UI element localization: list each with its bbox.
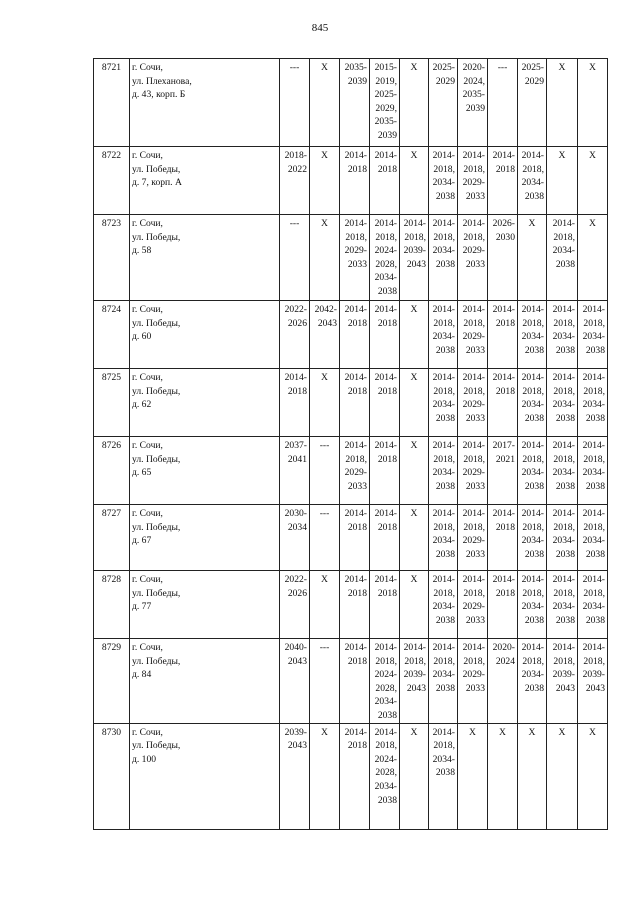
period-cell: 2014- 2018, 2034- 2038 [429, 723, 458, 829]
row-number: 8725 [94, 369, 130, 437]
table-row [94, 437, 608, 505]
period-cell: 2014- 2018 [340, 301, 370, 369]
address-cell: г. Сочи, ул. Победы, д. 65 [130, 437, 280, 505]
period-cell: 2014- 2018, 2034- 2038 [547, 505, 578, 571]
period-cell: 2014- 2018 [280, 369, 310, 437]
table-row [94, 369, 608, 437]
row-number: 8721 [94, 59, 130, 147]
period-cell: X [547, 59, 578, 147]
period-cell: 2022- 2026 [280, 301, 310, 369]
period-cell: 2020- 2024 [488, 639, 518, 724]
period-cell: 2014- 2018, 2034- 2038 [429, 369, 458, 437]
period-cell: 2014- 2018 [370, 147, 400, 215]
period-cell: --- [310, 437, 340, 505]
period-cell: 2040- 2043 [280, 639, 310, 724]
address-cell: г. Сочи, ул. Победы, д. 62 [130, 369, 280, 437]
table-row [94, 639, 608, 724]
table-row [94, 147, 608, 215]
period-cell: 2014- 2018, 2034- 2038 [578, 437, 608, 505]
period-cell: X [578, 215, 608, 301]
period-cell: X [400, 147, 429, 215]
period-cell: 2014- 2018 [370, 437, 400, 505]
period-cell: 2014- 2018, 2034- 2038 [578, 505, 608, 571]
row-number: 8724 [94, 301, 130, 369]
period-cell: X [400, 571, 429, 639]
period-cell: 2014- 2018, 2034- 2038 [547, 215, 578, 301]
period-cell: 2014- 2018, 2039- 2043 [400, 639, 429, 724]
address-cell: г. Сочи, ул. Победы, д. 84 [130, 639, 280, 724]
period-cell: 2014- 2018, 2034- 2038 [547, 571, 578, 639]
period-cell: 2014- 2018, 2029- 2033 [340, 215, 370, 301]
period-cell: X [400, 505, 429, 571]
data-table [93, 58, 608, 830]
table-row [94, 301, 608, 369]
period-cell: 2014- 2018 [488, 369, 518, 437]
period-cell: 2030- 2034 [280, 505, 310, 571]
period-cell: 2014- 2018 [340, 369, 370, 437]
period-cell: 2042- 2043 [310, 301, 340, 369]
period-cell: --- [488, 59, 518, 147]
period-cell: 2020- 2024, 2035- 2039 [458, 59, 488, 147]
period-cell: X [578, 59, 608, 147]
period-cell: 2022- 2026 [280, 571, 310, 639]
period-cell: 2014- 2018, 2024- 2028, 2034- 2038 [370, 723, 400, 829]
row-number: 8728 [94, 571, 130, 639]
period-cell: X [400, 59, 429, 147]
period-cell: 2014- 2018 [340, 147, 370, 215]
period-cell: 2014- 2018, 2039- 2043 [547, 639, 578, 724]
period-cell: 2014- 2018, 2029- 2033 [458, 437, 488, 505]
row-number: 8730 [94, 723, 130, 829]
address-cell: г. Сочи, ул. Победы, д. 100 [130, 723, 280, 829]
period-cell: X [400, 301, 429, 369]
period-cell: 2014- 2018, 2029- 2033 [458, 571, 488, 639]
period-cell: 2015- 2019, 2025- 2029, 2035- 2039 [370, 59, 400, 147]
period-cell: 2039- 2043 [280, 723, 310, 829]
period-cell: 2014- 2018 [370, 369, 400, 437]
period-cell: X [547, 723, 578, 829]
period-cell: X [310, 215, 340, 301]
period-cell: 2014- 2018 [488, 505, 518, 571]
row-number: 8723 [94, 215, 130, 301]
period-cell: X [310, 723, 340, 829]
period-cell: 2014- 2018 [340, 571, 370, 639]
table-row [94, 59, 608, 147]
table-row [94, 215, 608, 301]
period-cell: 2014- 2018, 2029- 2033 [458, 301, 488, 369]
period-cell: 2014- 2018 [340, 639, 370, 724]
period-cell: X [400, 437, 429, 505]
period-cell: 2014- 2018, 2029- 2033 [458, 369, 488, 437]
period-cell: 2014- 2018, 2034- 2038 [578, 571, 608, 639]
address-cell: г. Сочи, ул. Победы, д. 60 [130, 301, 280, 369]
period-cell: 2014- 2018, 2029- 2033 [340, 437, 370, 505]
period-cell: 2018- 2022 [280, 147, 310, 215]
period-cell: 2037- 2041 [280, 437, 310, 505]
address-cell: г. Сочи, ул. Плеханова, д. 43, корп. Б [130, 59, 280, 147]
period-cell: 2014- 2018, 2034- 2038 [518, 147, 547, 215]
row-number: 8727 [94, 505, 130, 571]
period-cell: 2014- 2018, 2034- 2038 [429, 505, 458, 571]
period-cell: X [400, 369, 429, 437]
period-cell: 2014- 2018, 2034- 2038 [429, 639, 458, 724]
period-cell: 2014- 2018 [488, 147, 518, 215]
period-cell: X [400, 723, 429, 829]
period-cell: 2025- 2029 [518, 59, 547, 147]
address-cell: г. Сочи, ул. Победы, д. 77 [130, 571, 280, 639]
period-cell: X [578, 723, 608, 829]
period-cell: 2014- 2018, 2029- 2033 [458, 639, 488, 724]
period-cell: 2014- 2018, 2034- 2038 [429, 437, 458, 505]
page-number: 845 [311, 22, 329, 34]
period-cell: 2014- 2018 [488, 301, 518, 369]
address-cell: г. Сочи, ул. Победы, д. 7, корп. А [130, 147, 280, 215]
table-row [94, 505, 608, 571]
table-row [94, 571, 608, 639]
period-cell: X [547, 147, 578, 215]
period-cell: 2025- 2029 [429, 59, 458, 147]
row-number: 8722 [94, 147, 130, 215]
period-cell: X [310, 59, 340, 147]
period-cell: X [310, 571, 340, 639]
period-cell: 2014- 2018, 2029- 2033 [458, 215, 488, 301]
period-cell: X [310, 369, 340, 437]
period-cell: --- [310, 505, 340, 571]
period-cell: 2014- 2018 [370, 301, 400, 369]
period-cell: 2014- 2018, 2034- 2038 [518, 571, 547, 639]
period-cell: --- [310, 639, 340, 724]
period-cell: X [488, 723, 518, 829]
period-cell: X [458, 723, 488, 829]
period-cell: 2014- 2018, 2039- 2043 [578, 639, 608, 724]
period-cell: 2014- 2018 [340, 723, 370, 829]
period-cell: 2017- 2021 [488, 437, 518, 505]
period-cell: 2014- 2018, 2034- 2038 [547, 301, 578, 369]
period-cell: 2014- 2018, 2029- 2033 [458, 505, 488, 571]
period-cell: 2014- 2018, 2034- 2038 [518, 639, 547, 724]
period-cell: 2014- 2018 [370, 571, 400, 639]
period-cell: 2014- 2018, 2029- 2033 [458, 147, 488, 215]
period-cell: 2014- 2018, 2034- 2038 [578, 301, 608, 369]
period-cell: 2014- 2018 [488, 571, 518, 639]
period-cell: 2014- 2018, 2034- 2038 [429, 301, 458, 369]
period-cell: 2026- 2030 [488, 215, 518, 301]
period-cell: --- [280, 215, 310, 301]
period-cell: 2014- 2018, 2039- 2043 [400, 215, 429, 301]
table-row [94, 723, 608, 829]
period-cell: 2014- 2018, 2034- 2038 [429, 571, 458, 639]
period-cell: 2014- 2018, 2034- 2038 [547, 437, 578, 505]
period-cell: 2014- 2018, 2034- 2038 [429, 215, 458, 301]
period-cell: 2014- 2018, 2034- 2038 [518, 301, 547, 369]
table-body [94, 59, 608, 830]
address-cell: г. Сочи, ул. Победы, д. 58 [130, 215, 280, 301]
period-cell: 2014- 2018, 2034- 2038 [578, 369, 608, 437]
address-cell: г. Сочи, ул. Победы, д. 67 [130, 505, 280, 571]
period-cell: X [518, 215, 547, 301]
period-cell: 2014- 2018 [340, 505, 370, 571]
period-cell: --- [280, 59, 310, 147]
period-cell: 2014- 2018, 2034- 2038 [429, 147, 458, 215]
period-cell: 2014- 2018, 2034- 2038 [518, 505, 547, 571]
row-number: 8726 [94, 437, 130, 505]
period-cell: 2014- 2018 [370, 505, 400, 571]
period-cell: X [578, 147, 608, 215]
period-cell: 2014- 2018, 2034- 2038 [518, 437, 547, 505]
period-cell: X [310, 147, 340, 215]
period-cell: 2014- 2018, 2024- 2028, 2034- 2038 [370, 639, 400, 724]
period-cell: 2035- 2039 [340, 59, 370, 147]
period-cell: 2014- 2018, 2034- 2038 [518, 369, 547, 437]
period-cell: X [518, 723, 547, 829]
period-cell: 2014- 2018, 2024- 2028, 2034- 2038 [370, 215, 400, 301]
row-number: 8729 [94, 639, 130, 724]
period-cell: 2014- 2018, 2034- 2038 [547, 369, 578, 437]
